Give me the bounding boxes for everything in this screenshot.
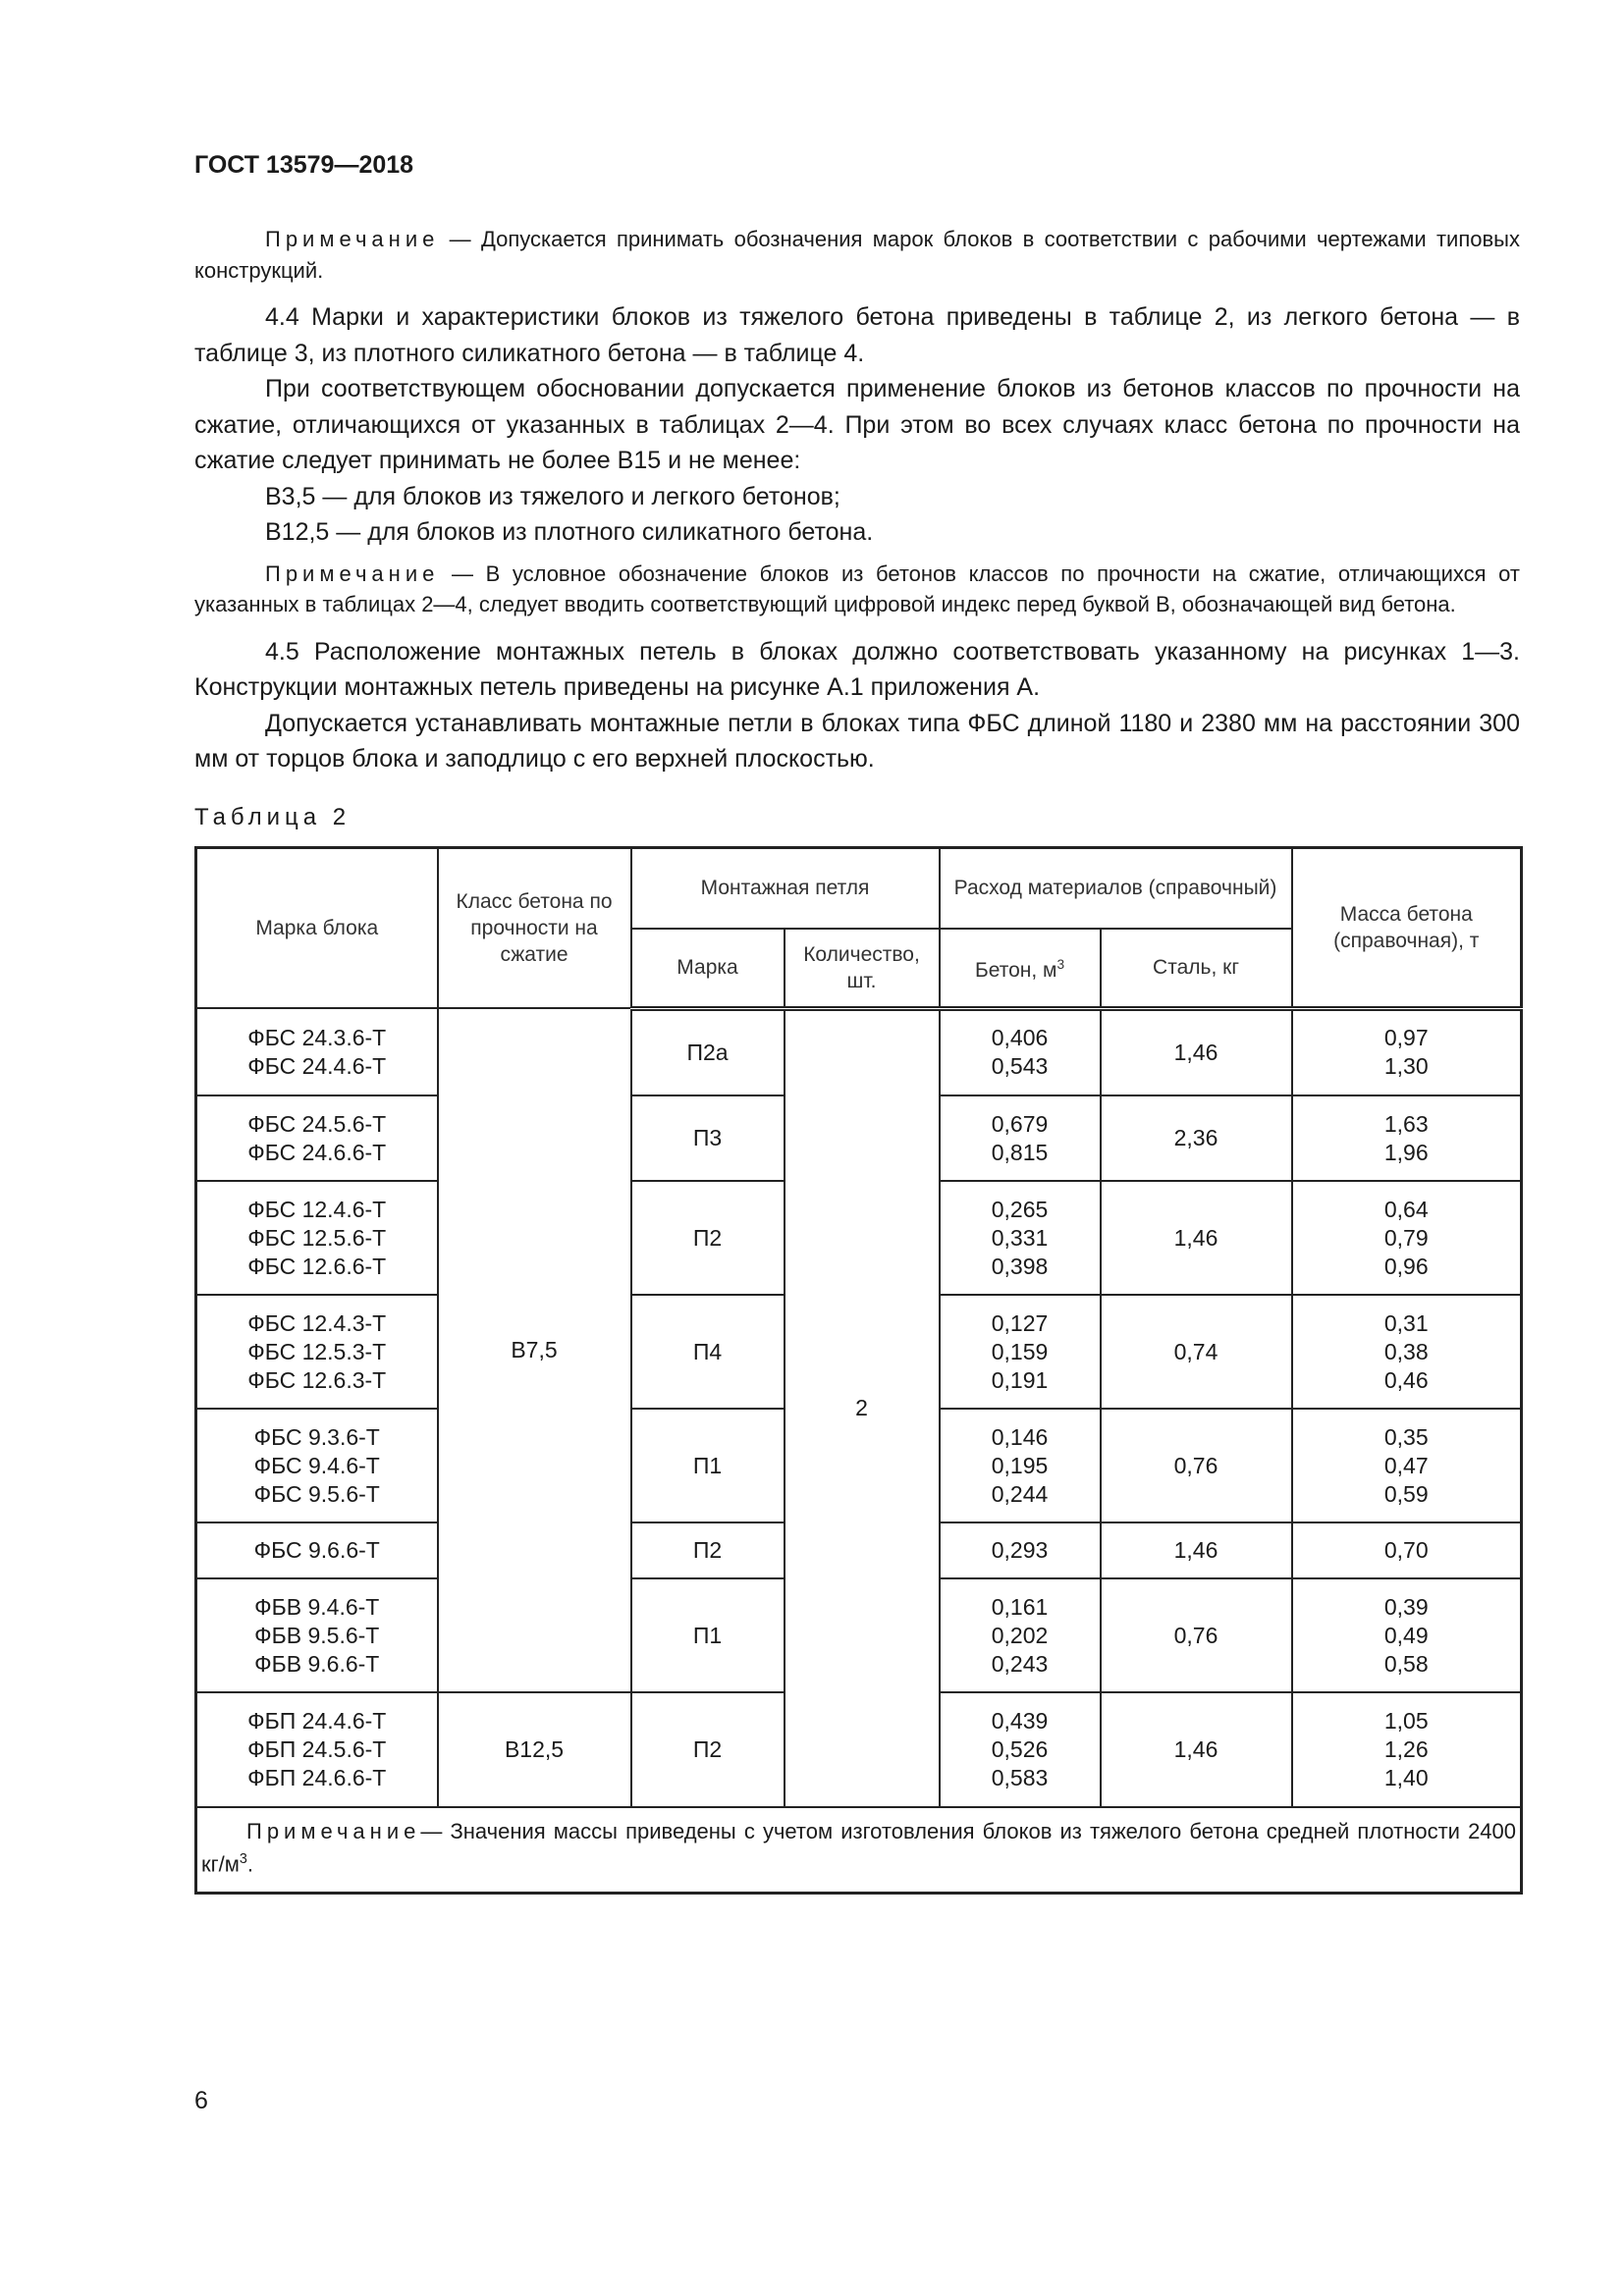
block-mark: ФБС 12.4.3-Т ФБС 12.5.3-Т ФБС 12.6.3-Т <box>196 1295 438 1409</box>
page-content <box>194 149 1520 1895</box>
block-mark: ФБС 24.5.6-Т ФБС 24.6.6-Т <box>196 1095 438 1181</box>
concrete-volume: 0,265 0,331 0,398 <box>940 1181 1101 1295</box>
loop-mark: П2 <box>631 1522 785 1578</box>
concrete-volume: 0,161 0,202 0,243 <box>940 1578 1101 1692</box>
note-2: Примечание — В условное обозначение блоков из бетонов классов по прочности на сжатие, отличающихся от указанных в таблицах 2—4, следует вводить соответствующий цифровой индекс перед буквой В, обозначающей вид бетона. <box>194 561 1520 616</box>
header-loop: Монтажная петля <box>631 847 940 929</box>
steel-mass: 2,36 <box>1101 1095 1292 1181</box>
note-1: Примечание — Допускается принимать обозначения марок блоков в соответствии с рабочими чертежами типовых конструкций. <box>194 227 1520 283</box>
loop-quantity: 2 <box>785 1008 940 1807</box>
block-mass: 0,64 0,79 0,96 <box>1292 1181 1522 1295</box>
block-mass: 1,05 1,26 1,40 <box>1292 1692 1522 1807</box>
loop-mark: П3 <box>631 1095 785 1181</box>
concrete-class: В7,5 <box>438 1008 631 1692</box>
loop-mark: П2а <box>631 1008 785 1095</box>
block-mark: ФБС 12.4.6-Т ФБС 12.5.6-Т ФБС 12.6.6-Т <box>196 1181 438 1295</box>
block-mass: 0,31 0,38 0,46 <box>1292 1295 1522 1409</box>
concrete-volume: 0,127 0,159 0,191 <box>940 1295 1101 1409</box>
table-note: Примечание— Значения массы приведены с учетом изготовления блоков из тяжелого бетона средней плотности 2400 $кг/м^3$. <box>196 1807 1522 1893</box>
header-loop-mark: Марка <box>631 929 785 1008</box>
table-caption: Таблица 2 <box>194 803 352 830</box>
table-2 <box>194 846 1523 1895</box>
block-mass: 1,63 1,96 <box>1292 1095 1522 1181</box>
block-mass: 0,39 0,49 0,58 <box>1292 1578 1522 1692</box>
document-header: ГОСТ 13579—2018 <box>194 151 414 179</box>
block-mark: ФБП 24.4.6-Т ФБП 24.5.6-Т ФБП 24.6.6-Т <box>196 1692 438 1807</box>
steel-mass: 1,46 <box>1101 1181 1292 1295</box>
loop-mark: П1 <box>631 1409 785 1522</box>
header-steel: Сталь, кг <box>1101 929 1292 1008</box>
loop-mark: П1 <box>631 1578 785 1692</box>
loop-mark: П2 <box>631 1692 785 1807</box>
steel-mass: 0,76 <box>1101 1578 1292 1692</box>
concrete-class: В12,5 <box>438 1692 631 1807</box>
block-mass: 0,70 <box>1292 1522 1522 1578</box>
concrete-volume: 0,406 0,543 <box>940 1008 1101 1095</box>
concrete-volume: 0,146 0,195 0,244 <box>940 1409 1101 1522</box>
block-mark: ФБС 24.3.6-Т ФБС 24.4.6-Т <box>196 1008 438 1095</box>
block-mark: ФБВ 9.4.6-Т ФБВ 9.5.6-Т ФБВ 9.6.6-Т <box>196 1578 438 1692</box>
page-number: 6 <box>194 2087 208 2114</box>
block-mark: ФБС 9.6.6-Т <box>196 1522 438 1578</box>
loop-mark: П2 <box>631 1181 785 1295</box>
section-4-4: 4.4 Марки и характеристики блоков из тяжелого бетона приведены в таблице 2, из легкого бетона — в таблице 3, из плотного силикатного бетона — в таблице 4. При соответствующем обосновании допускается применение блоков из бетонов классов по прочности на сжатие, отличающихся от указанных в таблицах 2—4. При этом во всех случаях класс бетона по прочности на сжатие следует принимать не более В15 и не менее: В3,5 — для блоков из тяжелого и легкого бетонов; В12,5 — для блоков из плотного силикатного бетона. <box>194 303 1520 546</box>
steel-mass: 1,46 <box>1101 1008 1292 1095</box>
header-mass: Масса бетона (справочная), т <box>1292 847 1522 1008</box>
header-concrete: Бетон, $м^3$ <box>940 929 1101 1008</box>
table-row <box>196 1008 1522 1095</box>
section-4-5: 4.5 Расположение монтажных петель в блоках должно соответствовать указанному на рисунках 1—3. Конструкции монтажных петель приведены на рисунке А.1 приложения А. Допускается устанавливать монтажные петли в блоках типа ФБС длиной 1180 и 2380 мм на расстоянии 300 мм от торцов блока и заподлицо с его верхней плоскостью. <box>194 637 1520 773</box>
header-quantity: Количество, шт. <box>785 929 940 1008</box>
block-mass: 0,35 0,47 0,59 <box>1292 1409 1522 1522</box>
block-mass: 0,97 1,30 <box>1292 1008 1522 1095</box>
block-mark: ФБС 9.3.6-Т ФБС 9.4.6-Т ФБС 9.5.6-Т <box>196 1409 438 1522</box>
concrete-volume: 0,679 0,815 <box>940 1095 1101 1181</box>
concrete-volume: 0,293 <box>940 1522 1101 1578</box>
steel-mass: 0,76 <box>1101 1409 1292 1522</box>
steel-mass: 1,46 <box>1101 1522 1292 1578</box>
header-materials: Расход материалов (справочный) <box>940 847 1292 929</box>
steel-mass: 1,46 <box>1101 1692 1292 1807</box>
loop-mark: П4 <box>631 1295 785 1409</box>
header-mark: Марка блока <box>196 847 438 1008</box>
header-class: Класс бетона по прочности на сжатие <box>438 847 631 1008</box>
concrete-volume: 0,439 0,526 0,583 <box>940 1692 1101 1807</box>
steel-mass: 0,74 <box>1101 1295 1292 1409</box>
